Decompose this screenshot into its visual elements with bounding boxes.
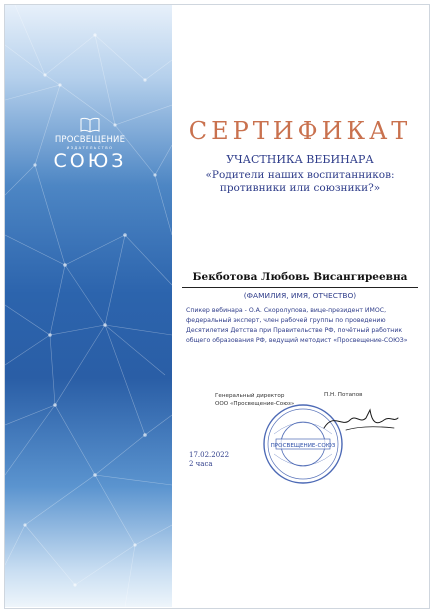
signature: [320, 398, 400, 442]
network-pattern-graphic: [5, 5, 172, 607]
brand-logo: [35, 117, 145, 171]
name-field-label: (ФАМИЛИЯ, ИМЯ, ОТЧЕСТВО): [243, 291, 357, 300]
brand-main-text: СОЮЗ: [53, 150, 127, 172]
certificate-title: СЕРТИФИКАТ: [188, 117, 412, 145]
book-icon: [80, 117, 100, 133]
signer-title-line-2: ООО «Просвещение-Союз»: [215, 401, 295, 407]
issue-info: [189, 451, 229, 469]
decorative-side-panel: [5, 5, 172, 607]
brand-top-text: ПРОСВЕЩЕНИЕ: [54, 135, 126, 145]
certificate-subtitle: УЧАСТНИКА ВЕБИНАРА: [226, 153, 374, 166]
duration: 2 часа: [189, 460, 213, 468]
participant-name: Бекботова Любовь Висангиреевна: [182, 271, 418, 288]
issue-date: 17.02.2022: [189, 451, 230, 459]
signer-title-line-1: Генеральный директор: [215, 393, 285, 399]
event-title: «Родители наших воспитанников: противники или союзники?»: [205, 169, 395, 194]
brand-sub-text: ИЗДАТЕЛЬСТВО: [66, 146, 114, 150]
stamp-text: ПРОСВЕЩЕНИЕ-СОЮЗ: [270, 443, 336, 449]
speaker-description: Спикер вебинара - О.А. Скоролупова, вице-президент ИМОС, федеральный эксперт, член рабочей группы по проведению Десятилетия Детства при Правительстве РФ, почётный работник общего образования РФ, ведущий методист «Просвещение-СОЮЗ»: [186, 307, 408, 344]
signer-name: П.Н. Потапов: [324, 392, 363, 398]
